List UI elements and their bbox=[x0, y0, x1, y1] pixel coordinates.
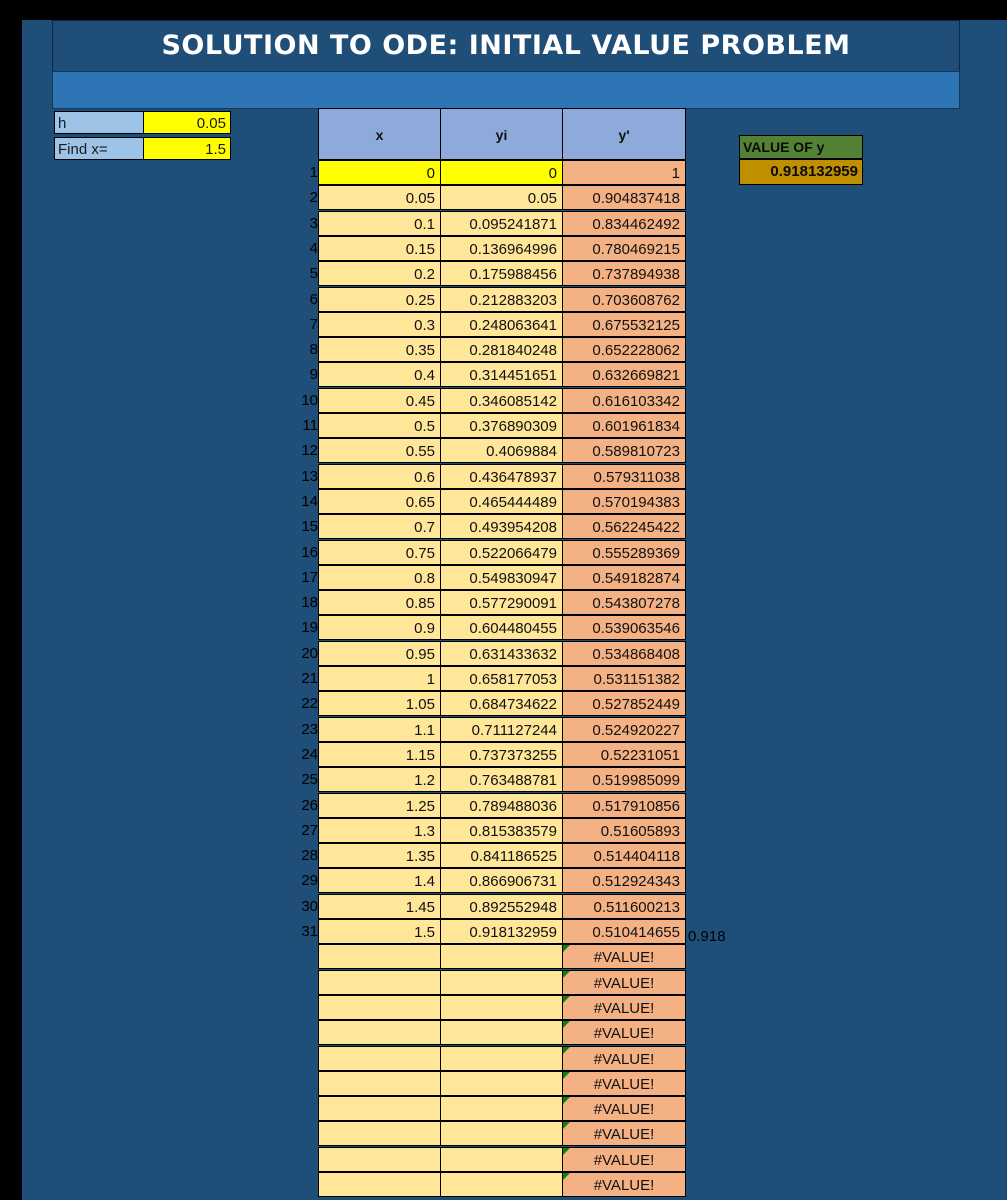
row-number: 23 bbox=[301, 721, 318, 738]
dy-cell[interactable]: 0.737894938 bbox=[562, 261, 686, 286]
row-number: 29 bbox=[301, 872, 318, 889]
error-cell[interactable]: #VALUE! bbox=[562, 995, 686, 1020]
error-indicator-icon bbox=[563, 996, 570, 1003]
error-cell[interactable]: #VALUE! bbox=[562, 970, 686, 995]
empty-yi-cell[interactable] bbox=[440, 995, 563, 1020]
yi-cell[interactable]: 0.577290091 bbox=[440, 590, 563, 615]
dy-cell[interactable]: 0.601961834 bbox=[562, 413, 686, 438]
find-x-label-cell[interactable]: Find x= bbox=[54, 137, 144, 160]
row-number: 14 bbox=[301, 493, 318, 510]
row-number: 3 bbox=[309, 215, 318, 232]
x-cell[interactable]: 0.25 bbox=[318, 287, 441, 312]
row-number: 9 bbox=[309, 366, 318, 383]
dy-cell[interactable]: 0.512924343 bbox=[562, 868, 686, 893]
x-cell[interactable]: 0.2 bbox=[318, 261, 441, 286]
dy-cell[interactable]: 0.539063546 bbox=[562, 615, 686, 640]
x-cell[interactable]: 0.7 bbox=[318, 514, 441, 539]
row-number: 26 bbox=[301, 797, 318, 814]
dy-cell[interactable]: 0.703608762 bbox=[562, 287, 686, 312]
x-cell[interactable]: 1.3 bbox=[318, 818, 441, 843]
yi-cell[interactable]: 0.493954208 bbox=[440, 514, 563, 539]
x-cell[interactable]: 0.05 bbox=[318, 185, 441, 210]
x-cell[interactable]: 0.4 bbox=[318, 362, 441, 387]
error-indicator-icon bbox=[563, 1173, 570, 1180]
yi-cell[interactable]: 0.604480455 bbox=[440, 615, 563, 640]
row-number: 4 bbox=[309, 240, 318, 257]
error-cell[interactable]: #VALUE! bbox=[562, 1046, 686, 1071]
row-number: 28 bbox=[301, 847, 318, 864]
dy-cell[interactable]: 0.527852449 bbox=[562, 691, 686, 716]
page-title: SOLUTION TO ODE: INITIAL VALUE PROBLEM bbox=[52, 20, 960, 72]
row-number: 30 bbox=[301, 898, 318, 915]
dy-cell[interactable]: 0.543807278 bbox=[562, 590, 686, 615]
empty-yi-cell[interactable] bbox=[440, 1046, 563, 1071]
yi-cell[interactable]: 0.711127244 bbox=[440, 717, 563, 742]
row-number: 10 bbox=[301, 392, 318, 409]
column-header-yi[interactable]: yi bbox=[440, 108, 563, 160]
yi-cell[interactable]: 0.465444489 bbox=[440, 489, 563, 514]
yi-cell[interactable]: 0.248063641 bbox=[440, 312, 563, 337]
x-cell[interactable]: 1.4 bbox=[318, 868, 441, 893]
empty-x-cell[interactable] bbox=[318, 1121, 441, 1146]
x-cell[interactable]: 0.65 bbox=[318, 489, 441, 514]
h-label-cell[interactable]: h bbox=[54, 111, 144, 134]
empty-x-cell[interactable] bbox=[318, 995, 441, 1020]
row-number: 31 bbox=[301, 923, 318, 940]
x-cell[interactable]: 1.5 bbox=[318, 919, 441, 944]
yi-cell[interactable]: 0.684734622 bbox=[440, 691, 563, 716]
yi-cell[interactable]: 0.763488781 bbox=[440, 767, 563, 792]
column-header-x[interactable]: x bbox=[318, 108, 441, 160]
dy-cell[interactable]: 0.52231051 bbox=[562, 742, 686, 767]
x-cell[interactable]: 1.15 bbox=[318, 742, 441, 767]
dy-cell[interactable]: 0.652228062 bbox=[562, 337, 686, 362]
row-number: 7 bbox=[309, 316, 318, 333]
dy-cell[interactable]: 0.570194383 bbox=[562, 489, 686, 514]
x-cell[interactable]: 1 bbox=[318, 666, 441, 691]
dy-cell[interactable]: 0.562245422 bbox=[562, 514, 686, 539]
dy-cell[interactable]: 0.510414655 bbox=[562, 919, 686, 944]
dy-cell[interactable]: 0.579311038 bbox=[562, 464, 686, 489]
empty-x-cell[interactable] bbox=[318, 1046, 441, 1071]
yi-cell[interactable]: 0.376890309 bbox=[440, 413, 563, 438]
row-number: 8 bbox=[309, 341, 318, 358]
error-cell[interactable]: #VALUE! bbox=[562, 1096, 686, 1121]
empty-yi-cell[interactable] bbox=[440, 970, 563, 995]
side-note-value[interactable]: 0.918 bbox=[688, 928, 726, 945]
row-number: 21 bbox=[301, 670, 318, 687]
x-cell[interactable]: 0.6 bbox=[318, 464, 441, 489]
empty-yi-cell[interactable] bbox=[440, 1020, 563, 1045]
error-cell[interactable]: #VALUE! bbox=[562, 1020, 686, 1045]
error-indicator-icon bbox=[563, 1122, 570, 1129]
x-cell[interactable]: 1.25 bbox=[318, 793, 441, 818]
yi-cell[interactable]: 0.314451651 bbox=[440, 362, 563, 387]
dy-cell[interactable]: 0.834462492 bbox=[562, 211, 686, 236]
error-cell[interactable]: #VALUE! bbox=[562, 944, 686, 969]
empty-yi-cell[interactable] bbox=[440, 1172, 563, 1197]
yi-cell[interactable]: 0.175988456 bbox=[440, 261, 563, 286]
yi-cell[interactable]: 0.918132959 bbox=[440, 919, 563, 944]
x-cell[interactable]: 0.15 bbox=[318, 236, 441, 261]
yi-cell[interactable]: 0.892552948 bbox=[440, 894, 563, 919]
error-indicator-icon bbox=[563, 1047, 570, 1054]
x-cell[interactable]: 1.45 bbox=[318, 894, 441, 919]
x-cell[interactable]: 0.45 bbox=[318, 388, 441, 413]
error-cell[interactable]: #VALUE! bbox=[562, 1071, 686, 1096]
dy-cell[interactable]: 0.519985099 bbox=[562, 767, 686, 792]
empty-yi-cell[interactable] bbox=[440, 1121, 563, 1146]
row-number: 24 bbox=[301, 746, 318, 763]
dy-cell[interactable]: 0.517910856 bbox=[562, 793, 686, 818]
error-cell[interactable]: #VALUE! bbox=[562, 1147, 686, 1172]
x-cell[interactable]: 0 bbox=[318, 160, 441, 185]
row-number: 11 bbox=[302, 417, 318, 434]
dy-cell[interactable]: 0.780469215 bbox=[562, 236, 686, 261]
row-number: 16 bbox=[301, 544, 318, 561]
dy-cell[interactable]: 0.514404118 bbox=[562, 843, 686, 868]
yi-cell[interactable]: 0.095241871 bbox=[440, 211, 563, 236]
error-indicator-icon bbox=[563, 1021, 570, 1028]
dy-cell[interactable]: 0.616103342 bbox=[562, 388, 686, 413]
empty-x-cell[interactable] bbox=[318, 1071, 441, 1096]
empty-x-cell[interactable] bbox=[318, 970, 441, 995]
dy-cell[interactable]: 0.555289369 bbox=[562, 540, 686, 565]
error-indicator-icon bbox=[563, 945, 570, 952]
row-number: 2 bbox=[309, 189, 318, 206]
dy-cell[interactable]: 0.531151382 bbox=[562, 666, 686, 691]
yi-cell[interactable]: 0.789488036 bbox=[440, 793, 563, 818]
dy-cell[interactable]: 0.904837418 bbox=[562, 185, 686, 210]
yi-cell[interactable]: 0.346085142 bbox=[440, 388, 563, 413]
x-cell[interactable]: 1.1 bbox=[318, 717, 441, 742]
dy-cell[interactable]: 0.675532125 bbox=[562, 312, 686, 337]
empty-yi-cell[interactable] bbox=[440, 1096, 563, 1121]
column-header-dy[interactable]: y' bbox=[562, 108, 686, 160]
yi-cell[interactable]: 0.815383579 bbox=[440, 818, 563, 843]
x-cell[interactable]: 1.2 bbox=[318, 767, 441, 792]
yi-cell[interactable]: 0.05 bbox=[440, 185, 563, 210]
dy-cell[interactable]: 0.549182874 bbox=[562, 565, 686, 590]
yi-cell[interactable]: 0.136964996 bbox=[440, 236, 563, 261]
empty-x-cell[interactable] bbox=[318, 1147, 441, 1172]
yi-cell[interactable]: 0.549830947 bbox=[440, 565, 563, 590]
error-indicator-icon bbox=[563, 971, 570, 978]
row-number: 12 bbox=[301, 442, 318, 459]
row-number: 19 bbox=[301, 619, 318, 636]
x-cell[interactable]: 0.3 bbox=[318, 312, 441, 337]
yi-cell[interactable]: 0.841186525 bbox=[440, 843, 563, 868]
yi-cell[interactable]: 0.737373255 bbox=[440, 742, 563, 767]
row-number: 17 bbox=[301, 569, 318, 586]
x-cell[interactable]: 0.5 bbox=[318, 413, 441, 438]
x-cell[interactable]: 0.35 bbox=[318, 337, 441, 362]
yi-cell[interactable]: 0.522066479 bbox=[440, 540, 563, 565]
empty-x-cell[interactable] bbox=[318, 1020, 441, 1045]
row-number: 27 bbox=[301, 822, 318, 839]
row-number: 13 bbox=[301, 468, 318, 485]
yi-cell[interactable]: 0.658177053 bbox=[440, 666, 563, 691]
h-value-cell[interactable]: 0.05 bbox=[143, 111, 231, 134]
yi-cell[interactable]: 0.436478937 bbox=[440, 464, 563, 489]
find-x-value-cell[interactable]: 1.5 bbox=[143, 137, 231, 160]
error-indicator-icon bbox=[563, 1072, 570, 1079]
dy-cell[interactable]: 0.632669821 bbox=[562, 362, 686, 387]
dy-cell[interactable]: 0.511600213 bbox=[562, 894, 686, 919]
error-cell[interactable]: #VALUE! bbox=[562, 1172, 686, 1197]
title-subbar bbox=[52, 71, 960, 109]
error-cell[interactable]: #VALUE! bbox=[562, 1121, 686, 1146]
dy-cell[interactable]: 0.534868408 bbox=[562, 641, 686, 666]
dy-cell[interactable]: 0.589810723 bbox=[562, 438, 686, 463]
x-cell[interactable]: 0.9 bbox=[318, 615, 441, 640]
x-cell[interactable]: 1.05 bbox=[318, 691, 441, 716]
empty-yi-cell[interactable] bbox=[440, 1147, 563, 1172]
yi-cell[interactable]: 0.4069884 bbox=[440, 438, 563, 463]
x-cell[interactable]: 0.55 bbox=[318, 438, 441, 463]
row-number: 5 bbox=[309, 265, 318, 282]
x-cell[interactable]: 0.1 bbox=[318, 211, 441, 236]
row-number: 15 bbox=[301, 518, 318, 535]
empty-x-cell[interactable] bbox=[318, 1096, 441, 1121]
x-cell[interactable]: 0.85 bbox=[318, 590, 441, 615]
dy-cell[interactable]: 0.51605893 bbox=[562, 818, 686, 843]
error-indicator-icon bbox=[563, 1097, 570, 1104]
yi-cell[interactable]: 0.212883203 bbox=[440, 287, 563, 312]
result-value[interactable]: 0.918132959 bbox=[739, 159, 863, 185]
x-cell[interactable]: 0.75 bbox=[318, 540, 441, 565]
yi-cell[interactable]: 0.631433632 bbox=[440, 641, 563, 666]
row-number: 25 bbox=[301, 771, 318, 788]
empty-yi-cell[interactable] bbox=[440, 944, 563, 969]
error-indicator-icon bbox=[563, 1148, 570, 1155]
empty-yi-cell[interactable] bbox=[440, 1071, 563, 1096]
empty-x-cell[interactable] bbox=[318, 1172, 441, 1197]
x-cell[interactable]: 0.95 bbox=[318, 641, 441, 666]
dy-cell[interactable]: 1 bbox=[562, 160, 686, 185]
empty-x-cell[interactable] bbox=[318, 944, 441, 969]
result-label: VALUE OF y bbox=[739, 135, 863, 159]
yi-cell[interactable]: 0 bbox=[440, 160, 563, 185]
dy-cell[interactable]: 0.524920227 bbox=[562, 717, 686, 742]
x-cell[interactable]: 1.35 bbox=[318, 843, 441, 868]
row-number: 20 bbox=[301, 645, 318, 662]
row-number: 6 bbox=[309, 291, 318, 308]
row-number: 1 bbox=[309, 164, 318, 181]
row-number: 18 bbox=[301, 594, 318, 611]
yi-cell[interactable]: 0.866906731 bbox=[440, 868, 563, 893]
row-number: 22 bbox=[301, 695, 318, 712]
x-cell[interactable]: 0.8 bbox=[318, 565, 441, 590]
yi-cell[interactable]: 0.281840248 bbox=[440, 337, 563, 362]
